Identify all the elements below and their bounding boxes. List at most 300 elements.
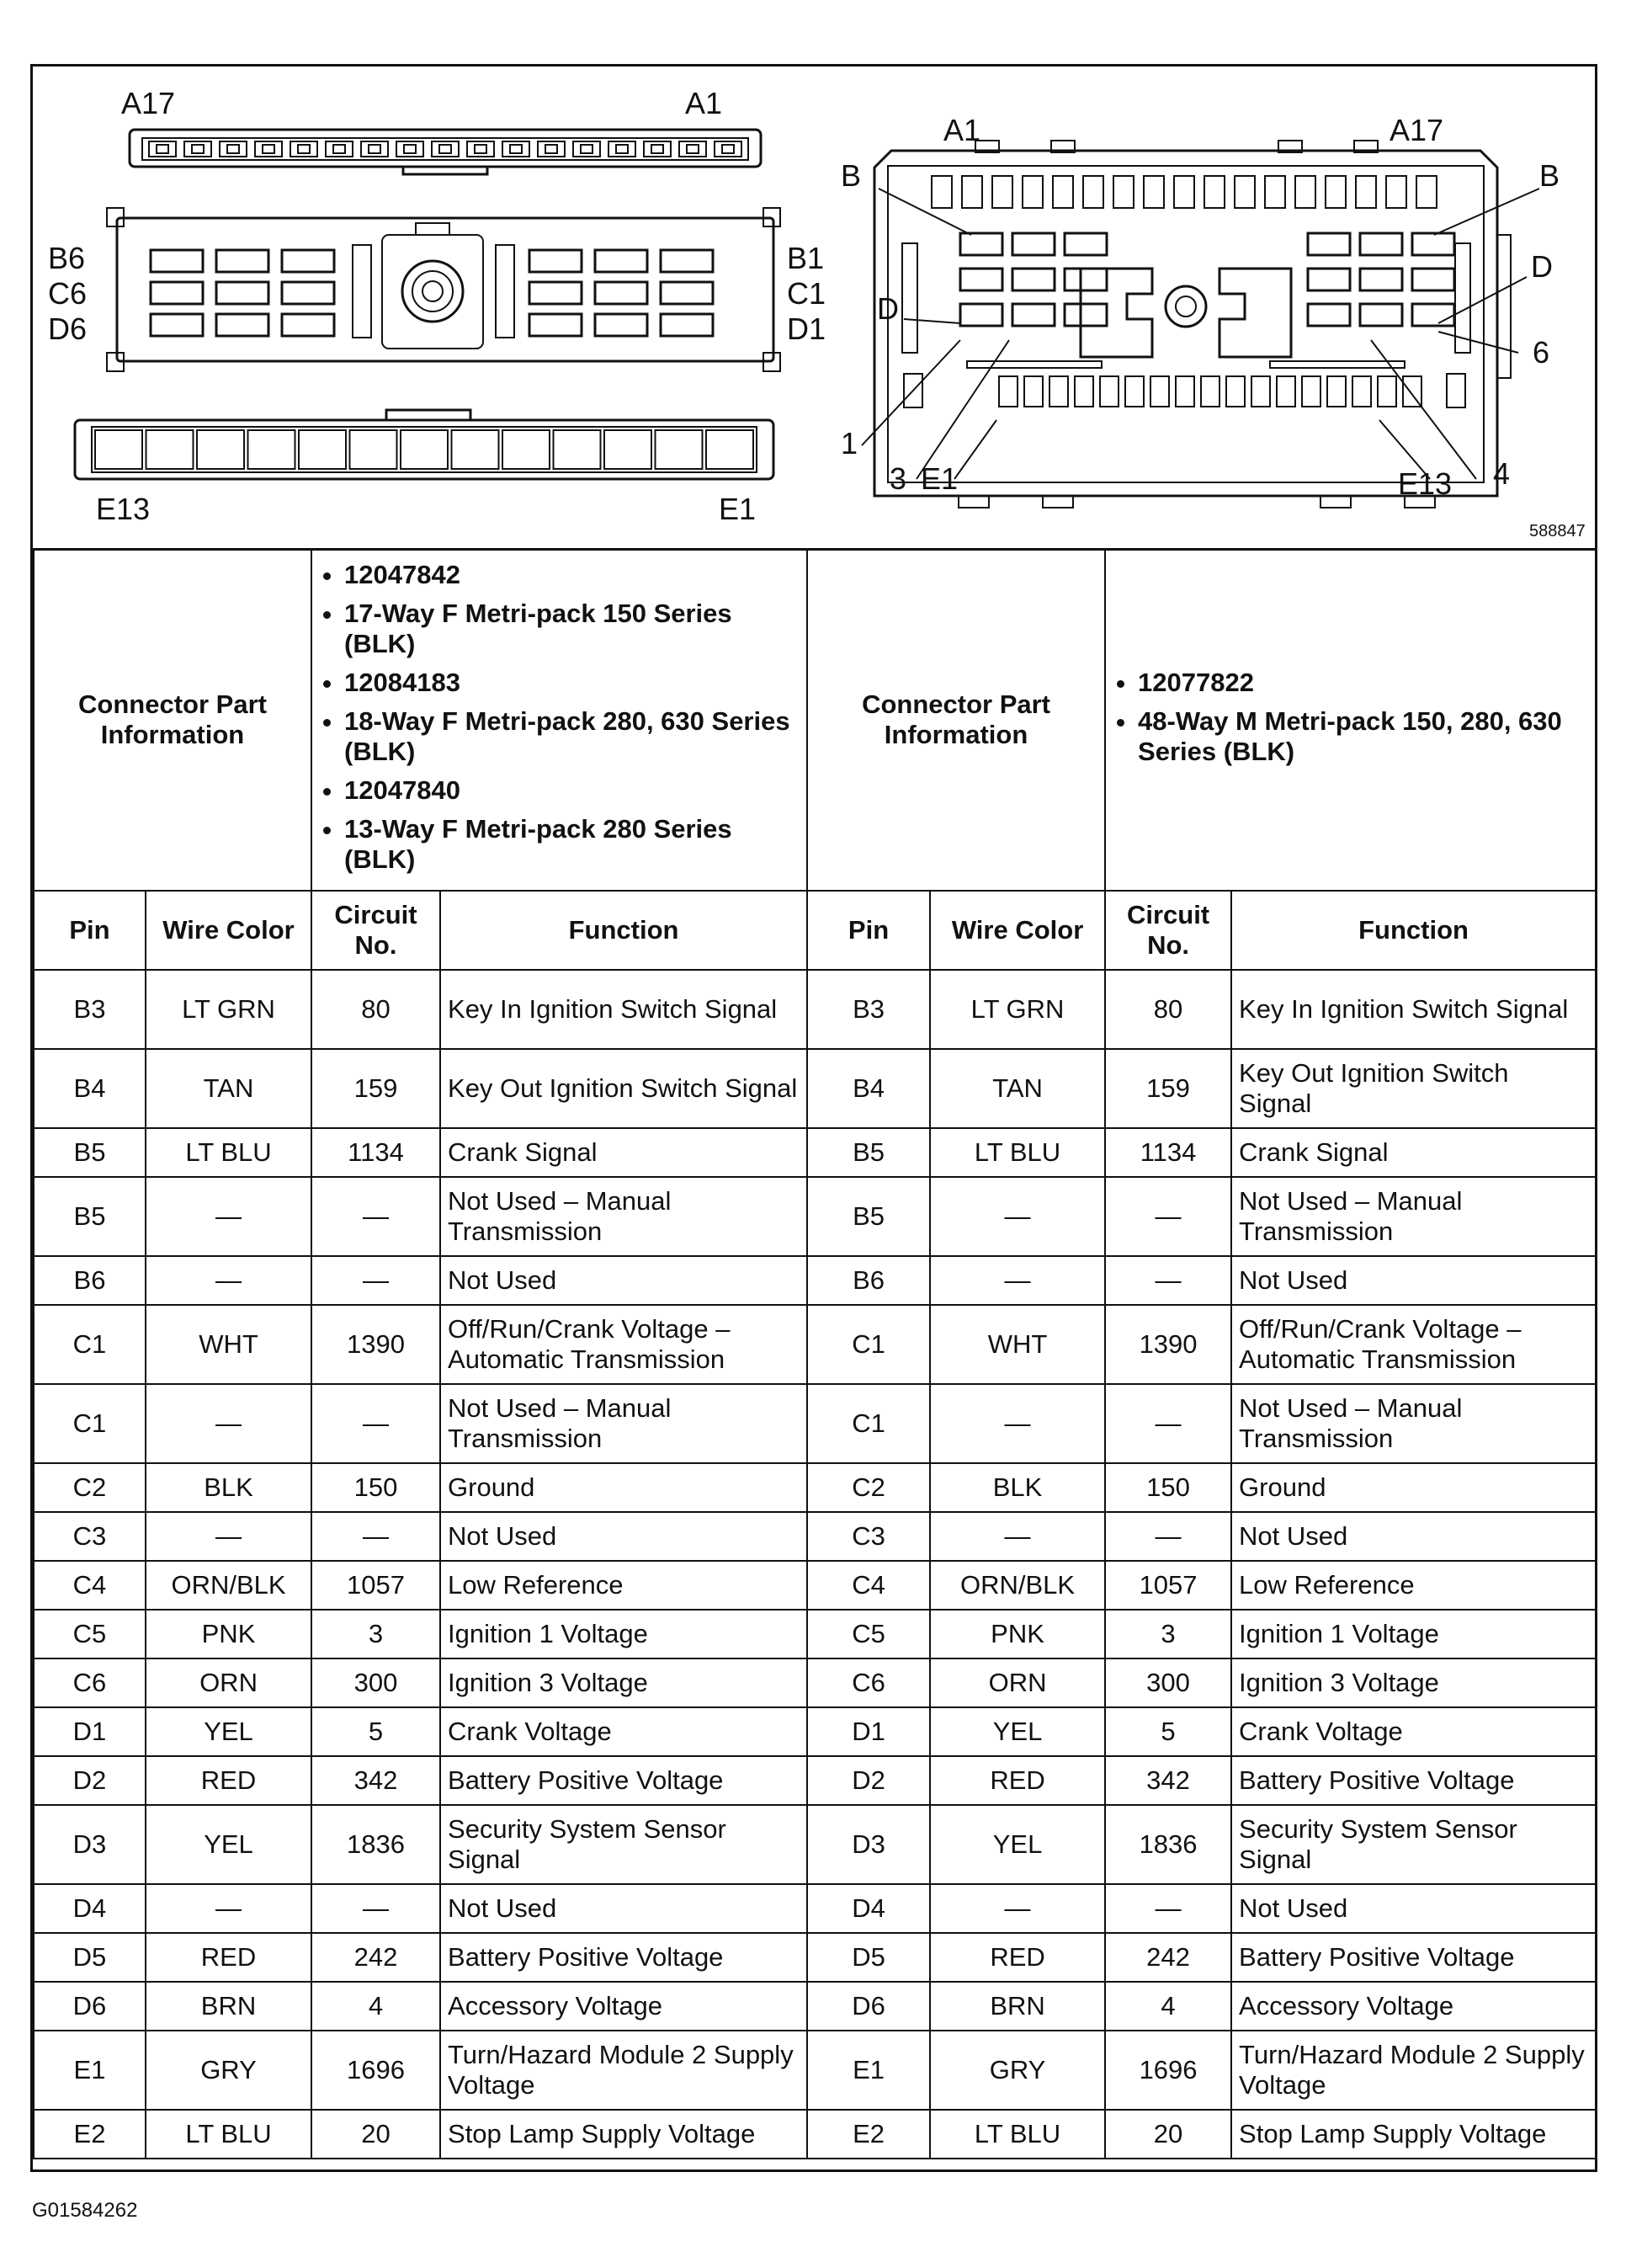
label-c1: C1 [787,276,826,311]
cell-wire-left: PNK [146,1610,311,1658]
connector-drawing [33,67,1595,548]
table-row [34,1707,1596,1756]
cell-wire-left: BRN [146,1982,311,2031]
e-terminal [706,430,753,469]
cell-circuit-right: — [1105,1884,1231,1933]
cell-wire-right: ORN [930,1658,1105,1707]
r-a-terminal [1265,176,1285,208]
label-r-b-left: B [841,158,862,193]
a-terminal-inner [298,145,310,153]
r-a-terminal [1053,176,1073,208]
r-e-terminal [1125,376,1144,407]
a-terminal-inner [687,145,699,153]
a-terminal [361,141,388,157]
cell-function-left: Turn/Hazard Module 2 Supply Voltage [440,2031,807,2110]
header-function-right: Function [1231,891,1596,970]
housing-tab [1043,496,1073,508]
r-e-terminal [1277,376,1295,407]
label-r-d-right: D [1531,249,1553,284]
table-row [34,1884,1596,1933]
r-mid-terminal [1065,304,1107,326]
cell-pin-right: D1 [807,1707,930,1756]
a-terminal [432,141,459,157]
r-a-terminal [1174,176,1194,208]
cell-circuit-right: 300 [1105,1658,1231,1707]
cell-circuit-right: — [1105,1256,1231,1305]
cell-circuit-right: 150 [1105,1463,1231,1512]
cell-wire-right: BRN [930,1982,1105,2031]
cell-function-right: Not Used – Manual Transmission [1231,1177,1596,1256]
cell-wire-left: LT BLU [146,2110,311,2159]
r-mid-terminal [1012,304,1055,326]
info-right-list [1113,668,1588,767]
cell-pin-left: C1 [34,1384,146,1463]
cell-function-right: Ignition 3 Voltage [1231,1658,1596,1707]
cell-pin-right: B5 [807,1177,930,1256]
cell-circuit-left: 5 [311,1707,440,1756]
r-mid-terminal [1012,269,1055,290]
bcd-left-terminals [151,250,334,336]
cell-pin-left: C1 [34,1305,146,1384]
label-r-b-right: B [1539,158,1560,193]
bcd-terminal [282,314,334,336]
table-row [34,1384,1596,1463]
a-terminal [644,141,671,157]
cell-pin-right: C6 [807,1658,930,1707]
cell-pin-right: D5 [807,1933,930,1982]
label-c6: C6 [48,276,88,311]
r-a-terminal [1113,176,1134,208]
cell-circuit-left: 159 [311,1049,440,1128]
table-row [34,1512,1596,1561]
r-e-terminal [1049,376,1068,407]
bcd-terminal [151,282,203,304]
cell-function-right: Not Used [1231,1256,1596,1305]
r-a-row-terminals [932,176,1437,208]
r-mid-terminal [1412,304,1454,326]
info-item: • 48-Way M Metri-pack 150, 280, 630 Series (BLK) [1138,706,1588,767]
cell-circuit-left: 1696 [311,2031,440,2110]
r-a-terminal [1204,176,1225,208]
r-a-terminal [1356,176,1376,208]
cell-circuit-left: 4 [311,1982,440,2031]
a-terminal-inner [722,145,734,153]
cell-function-right: Crank Voltage [1231,1707,1596,1756]
cell-wire-right: LT GRN [930,970,1105,1049]
cell-wire-right: TAN [930,1049,1105,1128]
r-e-terminal [1302,376,1320,407]
cell-wire-left: RED [146,1756,311,1805]
cell-wire-right: PNK [930,1610,1105,1658]
cell-pin-left: D3 [34,1805,146,1884]
bcd-terminal [595,314,647,336]
cell-circuit-left: 150 [311,1463,440,1512]
label-d1: D1 [787,311,826,346]
table-row [34,1049,1596,1128]
r-e-terminal [1100,376,1119,407]
r-mid-terminal [1412,233,1454,255]
label-r-3: 3 [890,461,907,496]
cell-wire-right: ORN/BLK [930,1561,1105,1610]
cell-wire-left: ORN [146,1658,311,1707]
bcd-terminal [216,314,268,336]
cell-function-left: Security System Sensor Signal [440,1805,807,1884]
cell-function-left: Ignition 3 Voltage [440,1658,807,1707]
cell-wire-left: — [146,1384,311,1463]
bcd-terminal [529,314,582,336]
bcd-terminal [282,250,334,272]
r-mid-terminal [1065,233,1107,255]
a-terminal-inner [545,145,557,153]
info-left [311,549,807,891]
cell-pin-left: E2 [34,2110,146,2159]
cell-pin-left: C2 [34,1463,146,1512]
r-mid-terminal [1065,269,1107,290]
a-terminal-inner [581,145,592,153]
left-connector [48,86,826,526]
cell-pin-right: C1 [807,1305,930,1384]
header-pin-left: Pin [34,891,146,970]
cell-pin-right: B3 [807,970,930,1049]
cell-circuit-right: 80 [1105,970,1231,1049]
a-terminal-inner [369,145,380,153]
table-row [34,1561,1596,1610]
info-item: • 13-Way F Metri-pack 280 Series (BLK) [344,814,800,875]
r-a-terminal [1023,176,1043,208]
a-terminal [573,141,600,157]
r-a-terminal [962,176,982,208]
cell-pin-left: B6 [34,1256,146,1305]
table-row [34,1256,1596,1305]
e-terminal [95,430,142,469]
table-row [34,1177,1596,1256]
cell-pin-right: D4 [807,1884,930,1933]
cell-function-right: Turn/Hazard Module 2 Supply Voltage [1231,2031,1596,2110]
cell-pin-right: C2 [807,1463,930,1512]
table-row [34,1658,1596,1707]
a-terminal [715,141,741,157]
r-mid-terminal [1360,233,1402,255]
cell-pin-left: D1 [34,1707,146,1756]
cell-wire-right: BLK [930,1463,1105,1512]
r-mid-terminal [1308,233,1350,255]
cell-pin-right: B5 [807,1128,930,1177]
e-row-terminals [95,430,753,469]
housing-tab [959,496,989,508]
a-terminal-inner [333,145,345,153]
header-wire-right: Wire Color [930,891,1105,970]
cell-pin-right: B6 [807,1256,930,1305]
r-e-terminal [1150,376,1169,407]
table-row [34,2110,1596,2159]
info-item: • 12084183 [344,668,800,698]
bcd-right-terminals [529,250,713,336]
a-terminal-inner [475,145,486,153]
label-r-a17: A17 [1390,113,1444,147]
cell-function-right: Security System Sensor Signal [1231,1805,1596,1884]
housing-tab [1320,496,1351,508]
r-mid-terminal [960,233,1002,255]
a-terminal-inner [157,145,168,153]
cell-function-right: Accessory Voltage [1231,1982,1596,2031]
cell-function-right: Stop Lamp Supply Voltage [1231,2110,1596,2159]
r-a-terminal [932,176,952,208]
cell-wire-left: YEL [146,1805,311,1884]
cell-pin-right: C1 [807,1384,930,1463]
cell-pin-left: C5 [34,1610,146,1658]
label-b6: B6 [48,241,86,275]
e-terminal [452,430,499,469]
cell-circuit-right: 20 [1105,2110,1231,2159]
r-a-terminal [1083,176,1103,208]
a-terminal-inner [510,145,522,153]
cell-pin-left: B5 [34,1128,146,1177]
cell-function-right: Crank Signal [1231,1128,1596,1177]
cell-wire-left: LT GRN [146,970,311,1049]
cell-function-left: Ground [440,1463,807,1512]
cell-wire-right: WHT [930,1305,1105,1384]
cell-pin-left: B4 [34,1049,146,1128]
e-terminal [502,430,550,469]
a-terminal [326,141,353,157]
bcd-terminal [529,250,582,272]
cell-function-left: Off/Run/Crank Voltage – Automatic Transmission [440,1305,807,1384]
cell-circuit-right: 242 [1105,1933,1231,1982]
cell-wire-right: — [930,1177,1105,1256]
label-r-1: 1 [841,426,858,461]
cell-wire-left: GRY [146,2031,311,2110]
cell-wire-right: — [930,1384,1105,1463]
cell-function-right: Not Used – Manual Transmission [1231,1384,1596,1463]
cell-wire-right: LT BLU [930,2110,1105,2159]
cell-pin-right: E1 [807,2031,930,2110]
connector-diagrams [33,67,1595,551]
cell-circuit-left: — [311,1512,440,1561]
r-mid-terminal [1360,269,1402,290]
cell-pin-left: B3 [34,970,146,1049]
r-a-terminal [1386,176,1406,208]
info-label-left: Connector Part Information [34,549,311,891]
cell-circuit-left: 1134 [311,1128,440,1177]
e-terminal [299,430,346,469]
cell-pin-left: D4 [34,1884,146,1933]
r-a-terminal [992,176,1012,208]
r-e-terminal [1075,376,1093,407]
a-terminal [608,141,635,157]
a-terminal [502,141,529,157]
cell-pin-right: D6 [807,1982,930,2031]
cell-circuit-left: 242 [311,1933,440,1982]
header-circuit-right: Circuit No. [1105,891,1231,970]
cell-circuit-left: — [311,1384,440,1463]
cell-circuit-right: 1134 [1105,1128,1231,1177]
e-terminal [350,430,397,469]
cell-wire-left: BLK [146,1463,311,1512]
cell-function-right: Off/Run/Crank Voltage – Automatic Transmission [1231,1305,1596,1384]
e-terminal [604,430,651,469]
table-row [34,1805,1596,1884]
cell-pin-right: C5 [807,1610,930,1658]
cell-pin-left: C6 [34,1658,146,1707]
cell-circuit-right: 1057 [1105,1561,1231,1610]
table-row [34,1982,1596,2031]
info-item: • 12047840 [344,775,800,806]
cell-circuit-left: 20 [311,2110,440,2159]
a-terminal [679,141,706,157]
cell-circuit-right: 4 [1105,1982,1231,2031]
cell-pin-left: D5 [34,1933,146,1982]
image-code: G01584262 [32,2199,138,2222]
cell-pin-left: C4 [34,1561,146,1610]
cell-pin-right: C3 [807,1512,930,1561]
document-frame [30,64,1597,2172]
label-r-a1: A1 [943,113,981,147]
table-row [34,1128,1596,1177]
cell-wire-right: YEL [930,1805,1105,1884]
pin-table [33,548,1597,2159]
bcd-terminal [661,250,713,272]
info-item: • 17-Way F Metri-pack 150 Series (BLK) [344,599,800,659]
cell-circuit-right: 1836 [1105,1805,1231,1884]
r-e-terminal [999,376,1018,407]
r-e-terminal [1251,376,1270,407]
table-row [34,1933,1596,1982]
table-row [34,1305,1596,1384]
cell-function-left: Not Used [440,1884,807,1933]
label-a17: A17 [121,86,176,120]
a-row-terminals [149,141,741,157]
r-e-terminal [1327,376,1346,407]
a-terminal [467,141,494,157]
table-row [34,970,1596,1049]
cell-function-right: Key In Ignition Switch Signal [1231,970,1596,1049]
cell-circuit-left: — [311,1177,440,1256]
header-wire-left: Wire Color [146,891,311,970]
cell-function-left: Ignition 1 Voltage [440,1610,807,1658]
r-e-terminal [1378,376,1396,407]
e-terminal [248,430,295,469]
a-terminal-inner [263,145,274,153]
cell-function-left: Not Used – Manual Transmission [440,1384,807,1463]
bcd-terminal [151,250,203,272]
cell-function-left: Not Used – Manual Transmission [440,1177,807,1256]
r-e-terminal [1352,376,1371,407]
cell-function-right: Not Used [1231,1512,1596,1561]
cell-wire-left: LT BLU [146,1128,311,1177]
r-a-terminal [1326,176,1346,208]
cell-circuit-left: 3 [311,1610,440,1658]
r-a-terminal [1416,176,1437,208]
cell-pin-right: E2 [807,2110,930,2159]
cell-function-left: Not Used [440,1256,807,1305]
cell-function-left: Low Reference [440,1561,807,1610]
table-row [34,1610,1596,1658]
cell-pin-right: B4 [807,1049,930,1128]
bcd-terminal [151,314,203,336]
cell-function-left: Key In Ignition Switch Signal [440,970,807,1049]
cell-wire-right: LT BLU [930,1128,1105,1177]
cell-wire-left: TAN [146,1049,311,1128]
cell-function-right: Low Reference [1231,1561,1596,1610]
r-e-terminal [1176,376,1194,407]
cell-circuit-right: 1696 [1105,2031,1231,2110]
label-r-d-left: D [877,291,899,326]
cell-function-right: Battery Positive Voltage [1231,1933,1596,1982]
info-label-right: Connector Part Information [807,549,1105,891]
cell-circuit-left: 342 [311,1756,440,1805]
r-mid-terminal [1360,304,1402,326]
cell-function-right: Key Out Ignition Switch Signal [1231,1049,1596,1128]
cell-wire-left: — [146,1512,311,1561]
r-a-terminal [1235,176,1255,208]
info-item: • 12077822 [1138,668,1588,698]
cell-function-left: Battery Positive Voltage [440,1756,807,1805]
r-e-terminal [1201,376,1220,407]
cell-circuit-left: 1057 [311,1561,440,1610]
r-mid-terminal [960,269,1002,290]
cell-circuit-right: 1390 [1105,1305,1231,1384]
cell-function-right: Ignition 1 Voltage [1231,1610,1596,1658]
a-terminal-inner [616,145,628,153]
a-terminal-inner [227,145,239,153]
e-terminal [401,430,448,469]
table-row [34,2031,1596,2110]
header-circuit-left: Circuit No. [311,891,440,970]
cell-wire-right: YEL [930,1707,1105,1756]
label-r-e13: E13 [1398,466,1453,501]
header-row [34,891,1596,970]
a-terminal [255,141,282,157]
cell-wire-right: RED [930,1933,1105,1982]
info-left-list [319,560,800,875]
r-mid-terminal [960,304,1002,326]
cell-pin-left: B5 [34,1177,146,1256]
label-r-4: 4 [1493,456,1511,491]
cell-wire-right: — [930,1256,1105,1305]
cell-circuit-right: — [1105,1177,1231,1256]
cell-function-left: Battery Positive Voltage [440,1933,807,1982]
cell-circuit-left: — [311,1256,440,1305]
info-item: • 12047842 [344,560,800,590]
cell-wire-right: GRY [930,2031,1105,2110]
bcd-terminal [661,314,713,336]
cell-function-right: Not Used [1231,1884,1596,1933]
cell-pin-right: C4 [807,1561,930,1610]
r-mid-terminal [1412,269,1454,290]
table-row [34,1756,1596,1805]
cell-pin-left: D6 [34,1982,146,2031]
bcd-terminal [529,282,582,304]
r-a-terminal [1295,176,1315,208]
header-pin-right: Pin [807,891,930,970]
cell-pin-right: D2 [807,1756,930,1805]
label-d6: D6 [48,311,88,346]
cell-function-left: Not Used [440,1512,807,1561]
cell-function-left: Accessory Voltage [440,1982,807,2031]
cell-wire-right: — [930,1884,1105,1933]
a-terminal-inner [439,145,451,153]
cell-pin-left: C3 [34,1512,146,1561]
cell-wire-left: ORN/BLK [146,1561,311,1610]
e-terminal [554,430,601,469]
a-terminal-inner [192,145,204,153]
a-terminal [184,141,211,157]
bcd-terminal [216,282,268,304]
e-terminal [656,430,703,469]
cell-pin-right: D3 [807,1805,930,1884]
bcd-terminal [595,250,647,272]
cell-circuit-right: 3 [1105,1610,1231,1658]
